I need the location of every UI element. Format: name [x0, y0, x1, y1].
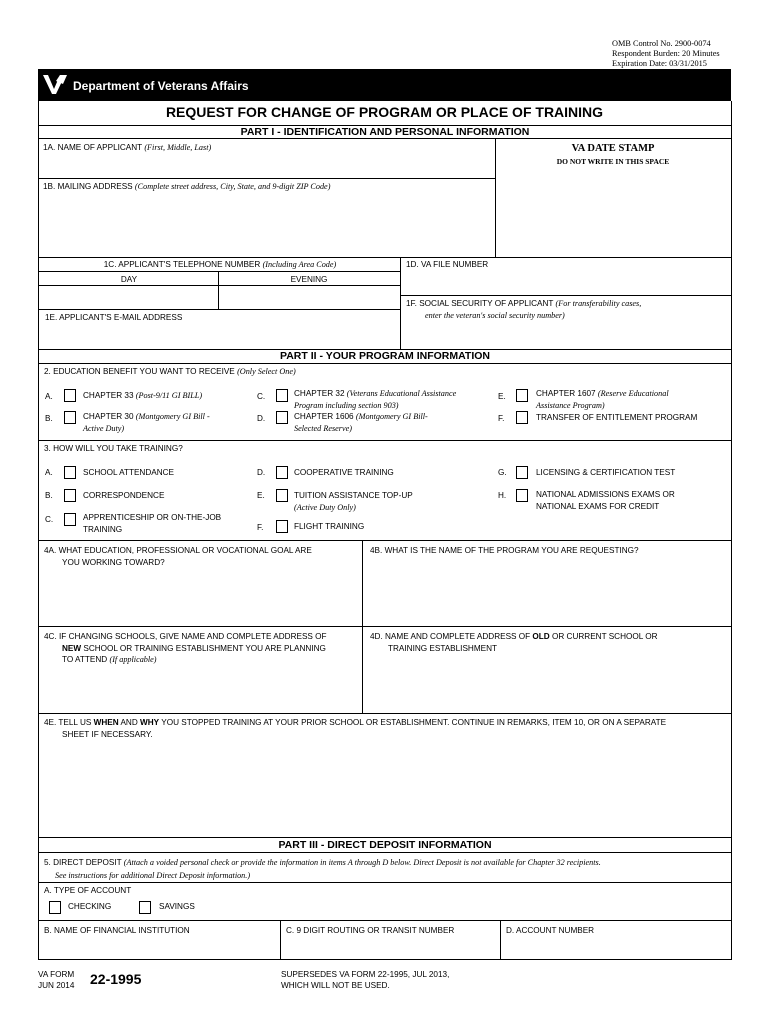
benefit-ch33-checkbox[interactable] [64, 389, 76, 402]
q4c-label: 4C. IF CHANGING SCHOOLS, GIVE NAME AND COMPLETE ADDRESS OF NEW SCHOOL OR TRAINING ESTABLISHMENT YOU ARE PLANNING TO ATTEND (If applicable) [44, 632, 327, 664]
file-number-field[interactable] [401, 271, 729, 295]
training-g-letter: G. [498, 468, 507, 477]
benefit-d-letter: D. [257, 414, 266, 423]
evening-phone-label: EVENING [290, 275, 328, 284]
benefit-f-letter: F. [498, 414, 505, 423]
training-tuition-checkbox[interactable] [276, 489, 288, 502]
benefit-ch1607-label: CHAPTER 1607 (Reserve Educational Assistance Program) [536, 389, 669, 410]
benefit-e-letter: E. [498, 392, 506, 401]
part1-title: PART I - IDENTIFICATION AND PERSONAL INFORMATION [240, 126, 530, 138]
stopped-training-input[interactable] [39, 744, 729, 836]
checking-label: CHECKING [68, 902, 112, 911]
address-field-label: 1B. MAILING ADDRESS (Complete street address, City, State, and 9-digit ZIP Code) [43, 182, 331, 191]
benefit-transfer-label: TRANSFER OF ENTITLEMENT PROGRAM [536, 413, 698, 422]
training-exams-label: NATIONAL ADMISSIONS EXAMS OR NATIONAL EXAMS FOR CREDIT [536, 490, 675, 511]
q4e-label: 4E. TELL US WHEN AND WHY YOU STOPPED TRAINING AT YOUR PRIOR SCHOOL OR ESTABLISHMENT. CONTINUE IN REMARKS, ITEM 10, OR ON A SEPARATE SHEET IF NECESSARY. [44, 718, 667, 739]
va-form-label: VA FORM [38, 970, 75, 979]
training-e-letter: E. [257, 491, 265, 500]
bank-name-input[interactable] [39, 938, 279, 958]
old-school-input[interactable] [363, 656, 729, 712]
training-apprenticeship-checkbox[interactable] [64, 513, 76, 526]
ssn-input[interactable] [401, 323, 729, 348]
routing-number-input[interactable] [281, 938, 499, 958]
day-phone-label: DAY [120, 275, 138, 284]
goal-input[interactable] [39, 570, 361, 625]
training-exams-checkbox[interactable] [516, 489, 528, 502]
training-tuition-label: TUITION ASSISTANCE TOP-UP (Active Duty Only) [294, 491, 413, 512]
name-input[interactable] [39, 154, 494, 178]
omb-info [612, 39, 720, 69]
file-number-label: 1D. VA FILE NUMBER [406, 260, 489, 269]
training-h-letter: H. [498, 491, 507, 500]
phone-field-label: 1C. APPLICANT'S TELEPHONE NUMBER (Including Area Code) [103, 260, 337, 269]
evening-phone-field[interactable] [219, 286, 399, 308]
new-school-field[interactable] [39, 668, 361, 712]
training-flight-label: FLIGHT TRAINING [294, 522, 365, 531]
benefit-a-letter: A. [45, 392, 53, 401]
address-input[interactable] [39, 194, 494, 256]
form-edition-date: JUN 2014 [38, 981, 75, 990]
routing-number-field[interactable] [281, 938, 499, 958]
account-type-label: A. TYPE OF ACCOUNT [44, 886, 132, 895]
day-phone-input[interactable] [39, 286, 217, 308]
training-coop-checkbox[interactable] [276, 466, 288, 479]
va-date-stamp-title: VA DATE STAMP [571, 143, 655, 154]
ssn-hint: enter the veteran's social security number) [425, 311, 565, 320]
savings-label: SAVINGS [159, 902, 195, 911]
account-number-label: D. ACCOUNT NUMBER [506, 926, 595, 935]
email-label: 1E. APPLICANT'S E-MAIL ADDRESS [45, 313, 183, 322]
q4a-label: 4A. WHAT EDUCATION, PROFESSIONAL OR VOCATIONAL GOAL ARE YOU WORKING TOWARD? [44, 546, 312, 567]
benefit-c-letter: C. [257, 392, 266, 401]
form-title: REQUEST FOR CHANGE OF PROGRAM OR PLACE OF TRAINING [165, 104, 604, 120]
benefit-transfer-checkbox[interactable] [516, 411, 528, 424]
part2-title: PART II - YOUR PROGRAM INFORMATION [280, 350, 490, 362]
ssn-label: 1F. SOCIAL SECURITY OF APPLICANT (For transferability cases, [406, 299, 642, 308]
stopped-training-field[interactable] [39, 744, 729, 836]
bank-name-field[interactable] [39, 938, 279, 958]
ssn-field[interactable] [401, 323, 729, 348]
benefit-ch30-label: CHAPTER 30 (Montgomery GI Bill - Active Duty) [83, 412, 210, 433]
account-number-field[interactable] [501, 938, 729, 958]
q3-label: 3. HOW WILL YOU TAKE TRAINING? [44, 444, 183, 453]
form-footer-id [38, 969, 74, 991]
evening-phone-input[interactable] [219, 286, 399, 308]
form-number: 22-1995 [90, 971, 142, 987]
training-flight-checkbox[interactable] [276, 520, 288, 533]
email-field[interactable] [39, 324, 399, 348]
checking-checkbox[interactable] [49, 901, 61, 914]
supersedes-line-2: WHICH WILL NOT BE USED. [281, 981, 390, 990]
supersedes-line-1: SUPERSEDES VA FORM 22-1995, JUL 2013, [281, 970, 450, 979]
name-field-label: 1A. NAME OF APPLICANT (First, Middle, Last) [43, 143, 212, 152]
training-b-letter: B. [45, 491, 53, 500]
va-logo-icon [41, 72, 69, 97]
benefit-ch33-label: CHAPTER 33 (Post-9/11 GI BILL) [83, 391, 203, 400]
benefit-b-letter: B. [45, 414, 53, 423]
q4b-label: 4B. WHAT IS THE NAME OF THE PROGRAM YOU ARE REQUESTING? [370, 546, 639, 555]
file-number-input[interactable] [401, 271, 729, 295]
benefit-ch32-checkbox[interactable] [276, 389, 288, 402]
q5-label: 5. DIRECT DEPOSIT (Attach a voided personal check or provide the information in items A through D below. Direct Deposit is not available for Chapter 32 recipients. See instructions for additional Direct Deposit information.) [44, 858, 601, 880]
training-d-letter: D. [257, 468, 266, 477]
training-school-label: SCHOOL ATTENDANCE [83, 468, 174, 477]
training-correspondence-label: CORRESPONDENCE [83, 491, 165, 500]
account-number-input[interactable] [501, 938, 729, 958]
q4d-label: 4D. NAME AND COMPLETE ADDRESS OF OLD OR CURRENT SCHOOL OR TRAINING ESTABLISHMENT [370, 632, 658, 653]
supersedes-note [281, 969, 449, 991]
benefit-ch1606-checkbox[interactable] [276, 411, 288, 424]
va-date-stamp-note: DO NOT WRITE IN THIS SPACE [556, 157, 670, 166]
old-school-field[interactable] [363, 656, 729, 712]
training-apprenticeship-label: APPRENTICESHIP OR ON-THE-JOB TRAINING [83, 513, 222, 534]
benefit-ch1607-checkbox[interactable] [516, 389, 528, 402]
training-coop-label: COOPERATIVE TRAINING [294, 468, 394, 477]
training-correspondence-checkbox[interactable] [64, 489, 76, 502]
omb-control-number: OMB Control No. 2900-0074 [612, 39, 711, 48]
training-c-letter: C. [45, 515, 54, 524]
benefit-ch32-label: CHAPTER 32 (Veterans Educational Assistance Program including section 903) [294, 389, 457, 410]
bank-name-label: B. NAME OF FINANCIAL INSTITUTION [44, 926, 190, 935]
new-school-input[interactable] [39, 668, 361, 712]
benefit-ch1606-label: CHAPTER 1606 (Montgomery GI Bill- Selected Reserve) [294, 412, 428, 433]
agency-name: Department of Veterans Affairs [73, 79, 249, 93]
savings-checkbox[interactable] [139, 901, 151, 914]
goal-field[interactable] [39, 570, 361, 625]
omb-respondent-burden: Respondent Burden: 20 Minutes [612, 49, 720, 58]
training-licensing-label: LICENSING & CERTIFICATION TEST [536, 468, 676, 477]
training-f-letter: F. [257, 523, 264, 532]
benefit-ch30-checkbox[interactable] [64, 411, 76, 424]
day-phone-field[interactable] [39, 286, 217, 308]
program-name-input[interactable] [363, 560, 729, 625]
omb-expiration-date: Expiration Date: 03/31/2015 [612, 59, 707, 68]
program-name-field[interactable] [363, 560, 729, 625]
routing-number-label: C. 9 DIGIT ROUTING OR TRANSIT NUMBER [286, 926, 455, 935]
email-input[interactable] [39, 324, 399, 348]
training-school-checkbox[interactable] [64, 466, 76, 479]
address-field[interactable] [39, 194, 494, 256]
training-a-letter: A. [45, 468, 53, 477]
q2-label: 2. EDUCATION BENEFIT YOU WANT TO RECEIVE (Only Select One) [44, 367, 296, 376]
training-licensing-checkbox[interactable] [516, 466, 528, 479]
name-field[interactable] [39, 154, 494, 178]
part3-title: PART III - DIRECT DEPOSIT INFORMATION [278, 839, 492, 851]
